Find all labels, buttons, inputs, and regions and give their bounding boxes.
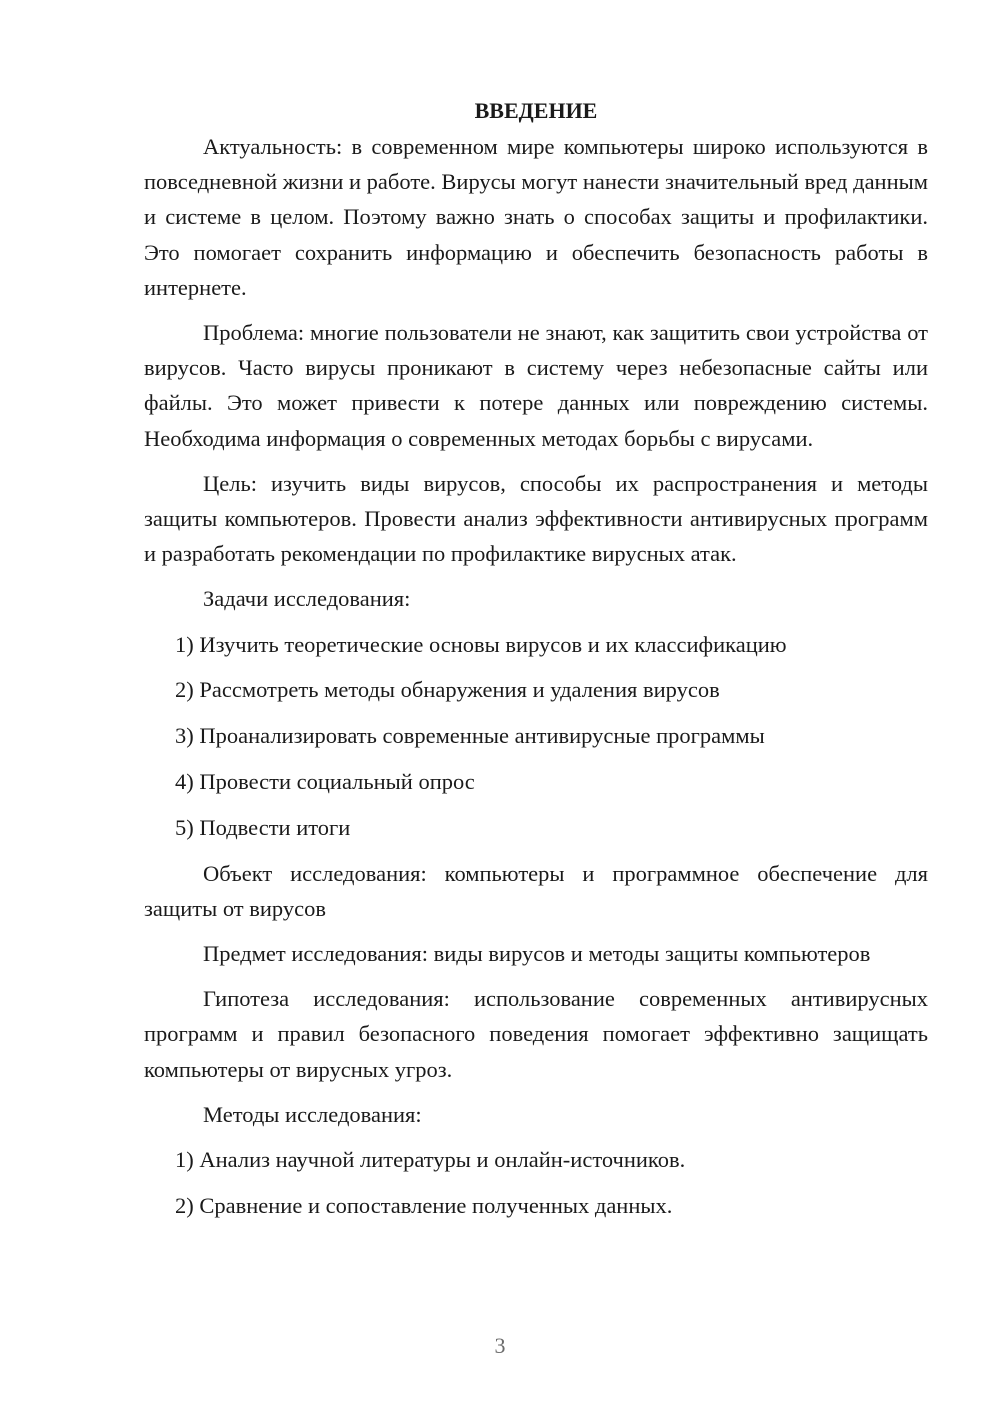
page-content bbox=[144, 93, 928, 1234]
task-item: 4) Провести социальный опрос bbox=[175, 769, 475, 795]
page-number: 3 bbox=[494, 1333, 506, 1358]
task-item: 2) Рассмотреть методы обнаружения и удаления вирусов bbox=[175, 677, 720, 703]
task-item: 1) Изучить теоретические основы вирусов и их классификацию bbox=[175, 631, 787, 657]
method-item: 2) Сравнение и сопоставление полученных данных. bbox=[175, 1192, 673, 1218]
problem-paragraph: Проблема: многие пользователи не знают, как защитить свои устройства от вирусов. Часто вирусы проникают в систему через небезопасные сайты или файлы. Это может привести к потере данных или повреждению системы. Необходима информация о современных методах борьбы с вирусами. bbox=[144, 320, 928, 451]
section-title: ВВЕДЕНИЕ bbox=[474, 98, 598, 123]
hypothesis-paragraph: Гипотеза исследования: использование современных антивирусных программ и правил безопасного поведения помогает эффективно защищать компьютеры от вирусных угроз. bbox=[144, 986, 928, 1082]
relevance-paragraph: Актуальность: в современном мире компьютеры широко используются в повседневной жизни и работе. Вирусы могут нанести значительный вред данным и системе в целом. Поэтому важно знать о способах защиты и профилактики. Это помогает сохранить информацию и обеспечить безопасность работы в интернете. bbox=[144, 134, 928, 300]
object-paragraph: Объект исследования: компьютеры и программное обеспечение для защиты от вирусов bbox=[144, 860, 928, 921]
goal-paragraph: Цель: изучить виды вирусов, способы их распространения и методы защиты компьютеров. Провести анализ эффективности антивирусных программ и разработать рекомендации по профилактике вирусных атак. bbox=[144, 470, 928, 567]
task-item: 5) Подвести итоги bbox=[175, 814, 351, 840]
task-item: 3) Проанализировать современные антивирусные программы bbox=[175, 723, 765, 749]
tasks-label: Задачи исследования: bbox=[203, 586, 411, 612]
subject-paragraph: Предмет исследования: виды вирусов и методы защиты компьютеров bbox=[203, 941, 871, 967]
methods-label: Методы исследования: bbox=[203, 1101, 422, 1127]
method-item: 1) Анализ научной литературы и онлайн-источников. bbox=[175, 1147, 686, 1173]
